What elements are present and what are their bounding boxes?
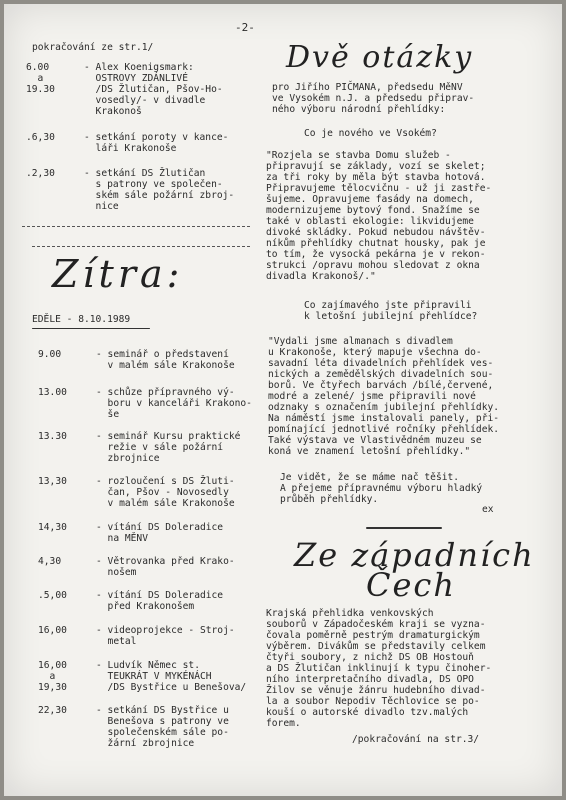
schedule-time: .6,30: [26, 132, 55, 143]
date-line: EDĚLE - 8.10.1989: [32, 314, 131, 325]
schedule-text: - Větrovanka před Krako- nošem: [96, 556, 235, 578]
document-page: [4, 4, 562, 796]
schedule-time: 14,30: [38, 522, 67, 533]
schedule-text: - rozloučení s DS Žluti- čan, Pšov - Novosedly v malém sále Krakonoše: [96, 476, 235, 509]
schedule-time: 13.30: [38, 431, 67, 442]
closing-remark: Je vidět, že se máme nač těšit. A přejeme přípravnému výboru hladký průběh přehlídky.: [280, 472, 483, 505]
schedule-time: .2,30: [26, 168, 55, 179]
schedule-text: - setkání poroty v kance- láři Krakonoše: [84, 132, 229, 154]
dashed-divider: [22, 226, 250, 227]
section2-title-line1: Ze západních: [294, 536, 535, 574]
schedule-time: 4,30: [38, 556, 62, 567]
schedule-time: 13,30: [38, 476, 67, 487]
tomorrow-title: Zítra:: [52, 252, 184, 296]
date-underline: [32, 328, 150, 329]
dashed-divider: [32, 246, 250, 247]
schedule-time: 9.00: [38, 349, 62, 360]
schedule-time: 22,30: [38, 705, 67, 716]
schedule-text: - setkání DS Žlutičan s patrony ve společen- ském sále požární zbroj- nice: [84, 168, 235, 212]
schedule-time: 13.00: [38, 387, 67, 398]
schedule-text: - setkání DS Bystřice u Benešova s patrony ve společenském sále po- žární zbrojnice: [96, 705, 229, 749]
schedule-text: - schůze přípravného vý- boru v kanceláři Krakono- še: [96, 387, 252, 420]
schedule-time: 16,00: [38, 625, 67, 636]
schedule-text: - videoprojekce - Stroj- metal: [96, 625, 235, 647]
schedule-time: 6.00 a 19.30: [26, 62, 55, 95]
continued-to-note: /pokračování na str.3/: [352, 734, 480, 745]
question-1: Co je nového ve Vsokém?: [304, 128, 437, 139]
continued-from-note: pokračování ze str.1/: [32, 42, 154, 53]
section2-title-line2: Čech: [366, 566, 456, 604]
schedule-text: - vítání DS Doleradice na MĚNV: [96, 522, 224, 544]
page-number: -2-: [235, 21, 255, 34]
schedule-time: 16,00 a 19,30: [38, 660, 67, 693]
schedule-text: - Ludvík Němec st. TEUKRÁT V MYKÉNÁCH /DS Bystřice u Benešova/: [96, 660, 247, 693]
section-divider: [366, 527, 442, 529]
schedule-text: - seminář o představení v malém sále Krakonoše: [96, 349, 235, 371]
question-2: Co zajímavého jste připravili k letošní jubilejní přehlídce?: [304, 300, 478, 322]
answer-2: "Vydali jsme almanach s divadlem u Krakonoše, který mapuje všechna do- savadní léta divadelních přehlídek ves- nických a zemědělských divadelních sou- borů. Ve čtyřech barvách /bílé,červené, modré a zelené/ jsme připravili nové odznaky s označením jubilejní přehlídky. Na náměstí jsme instalovali panely, při- pomínající jednotlivé ročníky přehlídek. Také výstava ve Vlastivědném muzeu se koná ve znamení letošní přehlídky.": [268, 336, 500, 457]
section2-body: Krajská přehlidka venkovských souborů v Západočeském kraji se vyzna- čovala poměrně pestrým dramaturgickým výběrem. Divákům se představily celkem čtyři soubory, z nichž DS OB Hostouň a DS Žlutičan inklinují k typu činoher- ního interpretačního divadla, DS OPO Žilov se věnuje žánru hudebního divad- la a soubor Nepodiv Těchlovice se po- kouší o autorské divadlo tzv.malých forem.: [266, 608, 492, 729]
schedule-text: - seminář Kursu praktické režie v sále požární zbrojnice: [96, 431, 241, 464]
questions-title: Dvě otázky: [286, 40, 474, 75]
answer-1: "Rozjela se stavba Domu služeb - připravují se základy, vozí se skelet; za tři roky by měla být stavba hotová. Připravujeme tělocvičnu - už ji zastře- šujeme. Opravujeme fasády na domech, modernizujeme bytový fond. Snažíme se také v oblasti ekologie: likvidujeme divoké skládky. Pokud nebudou návštěv- níkům přehlídky chutnat housky, pak je to tím, že vysocká pekárna je v rekon- strukci /opravu mohou sledovat z okna divadla Krakonoš/.": [266, 150, 492, 282]
interview-intro: pro Jiřího PIČMANA, předsedu MěNV ve Vysokém n.J. a předsedu připrav- ného výboru národní přehlídky:: [272, 82, 475, 115]
schedule-text: - Alex Koenigsmark: OSTROVY ZDÁNLIVÉ /DS Žlutičan, Pšov-Ho- vosedly/- v divadle Krakonoš: [84, 62, 223, 117]
schedule-text: - vítání DS Doleradice před Krakonošem: [96, 590, 224, 612]
signature: ex: [482, 504, 494, 515]
schedule-time: .5,00: [38, 590, 67, 601]
